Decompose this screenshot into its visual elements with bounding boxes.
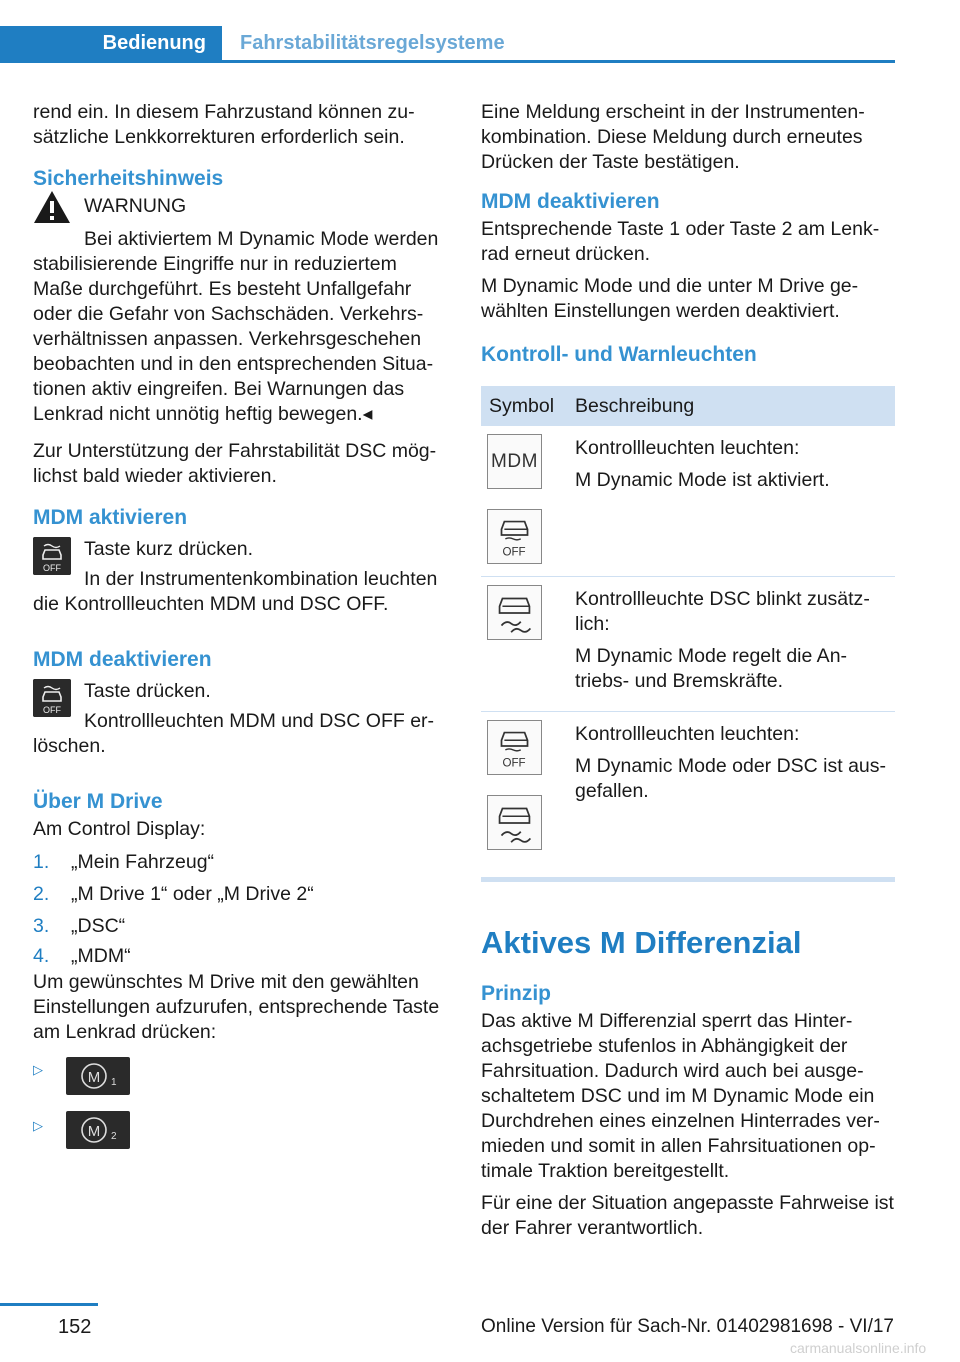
heading-mdm-deactivate-right: MDM deaktivieren	[481, 190, 660, 213]
heading-mdm-activate: MDM aktivieren	[33, 506, 188, 529]
row3-desc2: M Dynamic Mode oder DSC ist ausgefallen.	[575, 755, 887, 802]
differential-text-1: Das aktive M Differenzial sperrt das Hinterachsgetriebe stufenlos in Abhängigkeit der Fahrsituation. Dadurch wird auch bei ausgeschaltetem DSC und im M Dynamic Mode ein Durchdrehen eines einzelnen Hinterrades vermieden und somit in allen Fahrsituationen optimale Traktion bereitgestellt.	[481, 1010, 880, 1182]
dsc-off-indicator-icon	[487, 720, 542, 775]
m1-button-icon	[66, 1057, 130, 1095]
m1-row	[33, 1055, 448, 1111]
table-bottom-rule	[481, 877, 895, 882]
list-item: 2. „M Drive 1“ oder „M Drive 2“	[33, 883, 314, 905]
bullet-triangle: ▷	[33, 1118, 43, 1133]
svg-text:OFF: OFF	[502, 757, 526, 770]
row2-desc2: M Dynamic Mode regelt die Antriebs- und Bremskräfte.	[575, 645, 848, 692]
intro-text: rend ein. In diesem Fahrzustand können zusätzliche Lenkkorrekturen erforderlich sein.	[33, 101, 415, 148]
right-column	[481, 100, 896, 860]
warning-block	[33, 194, 448, 427]
dsc-indicator-icon	[487, 585, 542, 640]
mdm-indicator-icon: MDM	[487, 434, 542, 489]
column-header-symbol: Symbol	[481, 386, 567, 426]
bullet-triangle: ▷	[33, 1062, 43, 1077]
heading-principle: Prinzip	[481, 982, 552, 1005]
mdm-on-step1: Taste kurz drücken.	[84, 538, 254, 560]
support-text: Zur Unterstützung der Fahrstabilität DSC möglichst bald wieder aktivieren.	[33, 440, 437, 487]
svg-text:OFF: OFF	[502, 546, 526, 559]
header-rule	[0, 60, 895, 63]
watermark: carmanualsonline.info	[790, 1340, 927, 1356]
table-row	[481, 577, 895, 712]
differential-text-2: Für eine der Situation angepasste Fahrweise ist der Fahrer verantwortlich.	[481, 1192, 894, 1239]
svg-text:M: M	[87, 1069, 101, 1086]
warning-triangle-icon	[33, 190, 71, 224]
page-number: 152	[58, 1316, 92, 1338]
mdm-off-step1: Taste drücken.	[84, 680, 211, 702]
heading-safety: Sicherheitshinweis	[33, 167, 224, 190]
heading-m-drive: Über M Drive	[33, 790, 163, 813]
heading-active-differential: Aktives M Differenzial	[481, 925, 802, 960]
mdm-on-step2: In der Instrumentenkombination leuchten die Kontrollleuchten MDM und DSC OFF.	[33, 568, 438, 615]
warning-text: Bei aktiviertem M Dynamic Mode werden stabilisierende Eingriffe nur in reduziertem Maße durchgeführt. Es besteht Unfallgefahr oder die Gefahr von Sachschäden. Verkehrsverhältnissen anpassen. Verkehrsgeschehen beobachten und in den entsprechenden Situationen aktiv eingreifen. Bei Warnungen das Lenkrad nicht unnötig heftig bewegen.◂	[33, 228, 439, 425]
message-text: Eine Meldung erscheint in der Instrumentenkombination. Diese Meldung durch erneutes Drücken der Taste bestätigen.	[481, 101, 865, 173]
dsc-off-button-icon	[33, 537, 71, 575]
call-text: Um gewünschtes M Drive mit den gewählten Einstellungen aufzurufen, entsprechende Taste am Lenkrad drücken:	[33, 971, 440, 1043]
mdm-off-step2: Kontrollleuchten MDM und DSC OFF erlöschen.	[33, 710, 435, 757]
left-column	[33, 100, 448, 1155]
table-row	[481, 712, 895, 861]
heading-mdm-deactivate: MDM deaktivieren	[33, 648, 212, 671]
svg-text:OFF: OFF	[43, 705, 61, 715]
row2-desc1: Kontrollleuchte DSC blinkt zusätzlich:	[575, 588, 870, 635]
menu-steps-list	[33, 846, 448, 970]
svg-text:OFF: OFF	[43, 563, 61, 573]
deactivate-step1: Entsprechende Taste 1 oder Taste 2 am Lenkrad erneut drücken.	[481, 218, 880, 265]
column-header-description: Beschreibung	[567, 386, 895, 426]
chapter-tab: Bedienung	[0, 26, 222, 60]
deactivate-step2: M Dynamic Mode und die unter M Drive gewählten Einstellungen werden deaktiviert.	[481, 275, 859, 322]
dsc-off-indicator-icon	[487, 509, 542, 564]
mdm-activate-block	[33, 537, 448, 617]
control-display-label: Am Control Display:	[33, 818, 206, 840]
row1-desc1: Kontrollleuchten leuchten:	[575, 437, 800, 459]
footer-rule	[0, 1303, 98, 1306]
m2-row	[33, 1111, 448, 1155]
mdm-deactivate-block	[33, 679, 448, 759]
indicator-table	[481, 386, 895, 860]
warning-title: WARNUNG	[84, 195, 187, 217]
svg-text:1: 1	[111, 1077, 117, 1088]
svg-text:2: 2	[111, 1131, 117, 1142]
row1-desc2: M Dynamic Mode ist aktiviert.	[575, 469, 830, 491]
list-item: 3. „DSC“	[33, 915, 126, 937]
heading-indicator-lights: Kontroll- und Warnleuchten	[481, 343, 757, 366]
section-title: Fahrstabilitätsregelsysteme	[240, 32, 505, 54]
list-item: 4. „MDM“	[33, 945, 131, 967]
table-row	[481, 426, 895, 577]
dsc-off-button-icon	[33, 679, 71, 717]
dsc-indicator-icon	[487, 795, 542, 850]
svg-text:M: M	[87, 1123, 101, 1140]
differential-section	[481, 925, 896, 1248]
m2-button-icon	[66, 1111, 130, 1149]
online-version-info: Online Version für Sach-Nr. 01402981698 - VI/17	[481, 1316, 894, 1337]
list-item: 1. „Mein Fahrzeug“	[33, 851, 215, 873]
row3-desc1: Kontrollleuchten leuchten:	[575, 723, 800, 745]
